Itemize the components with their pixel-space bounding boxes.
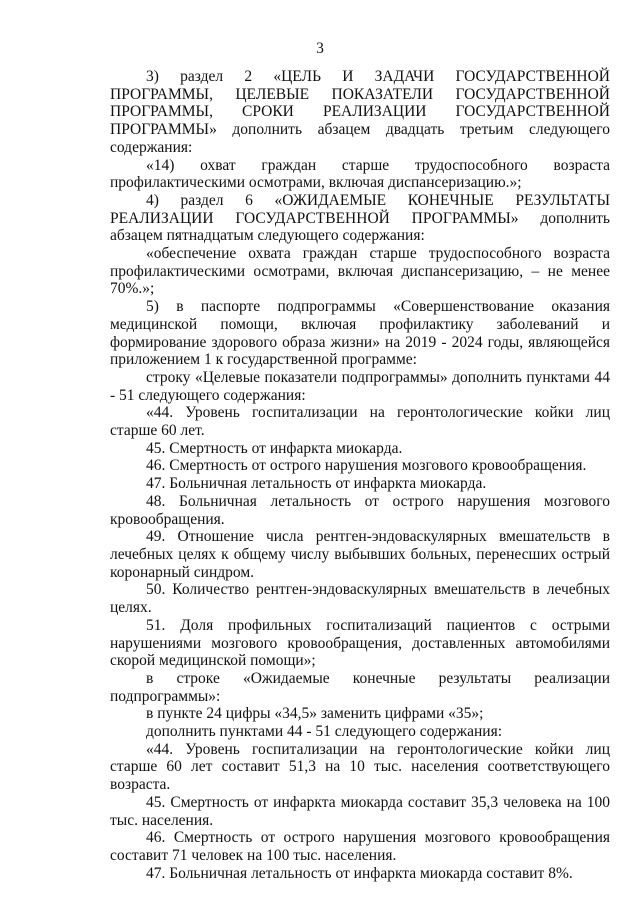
paragraph-indicator-45: 45. Смертность от инфаркта миокарда. [146, 439, 403, 457]
paragraph-section-2-amendment: 3) раздел 2 «ЦЕЛЬ И ЗАДАЧИ ГОСУДАРСТВЕННОЙ ПРОГРАММЫ, ЦЕЛЕВЫЕ ПОКАЗАТЕЛИ ГОСУДАРСТВЕННОЙ ПРОГРАММЫ, СРОКИ РЕАЛИЗАЦИИ ГОСУДАРСТВЕННОЙ ПРОГРАММЫ» дополнить абзацем двадцать третьим следующего содержания: [110, 68, 610, 156]
paragraph-subprogram-passport: 5) в паспорте подпрограммы «Совершенствование оказания медицинской помощи, включая профилактику заболеваний и формирование здорового образа жизни» на 2019 - 2024 годы, являющейся приложением 1 к государственной программе: [110, 298, 610, 369]
page-number: 3 [316, 40, 324, 57]
paragraph-indicator-49: 49. Отношение числа рентген-эндоваскулярных вмешательств в лечебных целях к общему числу выбывших больных, перенесших острый коронарный синдром. [110, 528, 610, 581]
paragraph-indicator-48: 48. Больничная летальность от острого нарушения мозгового кровообращения. [110, 492, 610, 528]
paragraph-section-6-amendment: 4) раздел 6 «ОЖИДАЕМЫЕ КОНЕЧНЫЕ РЕЗУЛЬТАТЫ РЕАЛИЗАЦИИ ГОСУДАРСТВЕННОЙ ПРОГРАММЫ» дополнить абзацем пятнадцатым следующего содержания: [110, 191, 610, 245]
paragraph-indicator-51: 51. Доля профильных госпитализаций пациентов с острыми нарушениями мозгового кровообращения, доставленных автомобилями скорой медицинской помощи»; [110, 616, 610, 670]
paragraph-add-items: дополнить пунктами 44 - 51 следующего содержания: [146, 723, 503, 741]
paragraph-indicator-50: 50. Количество рентген-эндоваскулярных вмешательств в лечебных целях. [110, 581, 610, 617]
paragraph-result-44: «44. Уровень госпитализации на геронтологические койки лиц старше 60 лет составит 51,3 на 10 тыс. населения соответствующего возраста. [110, 740, 610, 794]
paragraph-result-45: 45. Смертность от инфаркта миокарда составит 35,3 человека на 100 тыс. населения. [110, 793, 610, 829]
paragraph-item-24-change: в пункте 24 цифры «34,5» заменить цифрами «35»; [146, 705, 484, 723]
paragraph-expected-results-row: в строке «Ожидаемые конечные результаты реализации подпрограммы»: [110, 669, 610, 705]
paragraph-target-indicators-row: строку «Целевые показатели подпрограммы» дополнить пунктами 44 - 51 следующего содержания: [110, 368, 610, 404]
paragraph-indicator-47: 47. Больничная летальность от инфаркта миокарда. [146, 475, 487, 493]
paragraph-item-14-quote: «14) охват граждан старше трудоспособного возраста профилактическими осмотрами, включая диспансеризацию.»; [110, 156, 610, 192]
paragraph-coverage-quote: «обеспечение охвата граждан старше трудоспособного возраста профилактическими осмотрами, включая диспансеризацию, – не менее 70%.»; [110, 245, 610, 298]
paragraph-result-46: 46. Смертность от острого нарушения мозгового кровообращения составит 71 человек на 100 тыс. населения. [110, 829, 610, 864]
paragraph-indicator-46: 46. Смертность от острого нарушения мозгового кровообращения. [146, 457, 587, 475]
paragraph-result-47: 47. Больничная летальность от инфаркта миокарда составит 8%. [146, 864, 573, 882]
paragraph-indicator-44: «44. Уровень госпитализации на геронтологические койки лиц старше 60 лет. [110, 404, 610, 440]
document-body [110, 68, 610, 882]
